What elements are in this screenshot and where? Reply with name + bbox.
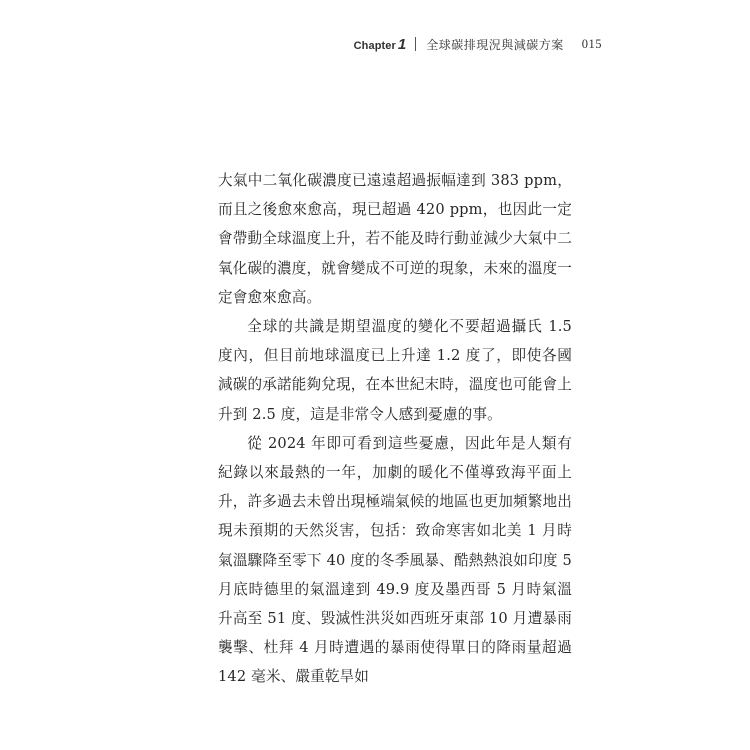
paragraph-1: 大氣中二氧化碳濃度已遠遠超過振幅達到 383 ppm，而且之後愈來愈高，現已超過 420 ppm，也因此一定會帶動全球溫度上升，若不能及時行動並減少大氣中二氧化碳的濃度，就會變成不可逆的現象，未來的溫度一定會愈來愈高。	[218, 172, 572, 306]
page-number: 015	[581, 36, 602, 51]
chapter-mark	[354, 36, 407, 53]
chapter-word: Chapter	[353, 39, 396, 52]
chapter-number: 1	[397, 35, 407, 53]
paragraph-3: 從 2024 年即可看到這些憂慮，因此年是人類有紀錄以來最熱的一年，加劇的暖化不僅導致海平面上升，許多過去未曾出現極端氣候的地區也更加頻繁地出現未預期的天然災害，包括：致命寒害如北美 1 月時氣溫驟降至零下 40 度的冬季風暴、酷熱熱浪如印度 5 月底時德里的氣溫達到 49.9 度及墨西哥 5 月時氣溫升高至 51 度、毀滅性洪災如西班牙東部 10 月遭暴雨襲擊、杜拜 4 月時遭遇的暴雨使得單日的降雨量超過 142 毫米、嚴重乾旱如	[218, 434, 572, 686]
chapter-title: 全球碳排現況與減碳方案	[426, 37, 564, 52]
body-text	[218, 166, 572, 692]
paragraph-2: 全球的共識是期望溫度的變化不要超過攝氏 1.5 度內，但目前地球溫度已上升達 1.2 度了，即使各國減碳的承諾能夠兌現，在本世紀末時，溫度也可能會上升到 2.5 度，這是非常令人感到憂慮的事。	[218, 318, 572, 423]
header-divider	[415, 37, 416, 51]
running-header	[354, 34, 602, 54]
